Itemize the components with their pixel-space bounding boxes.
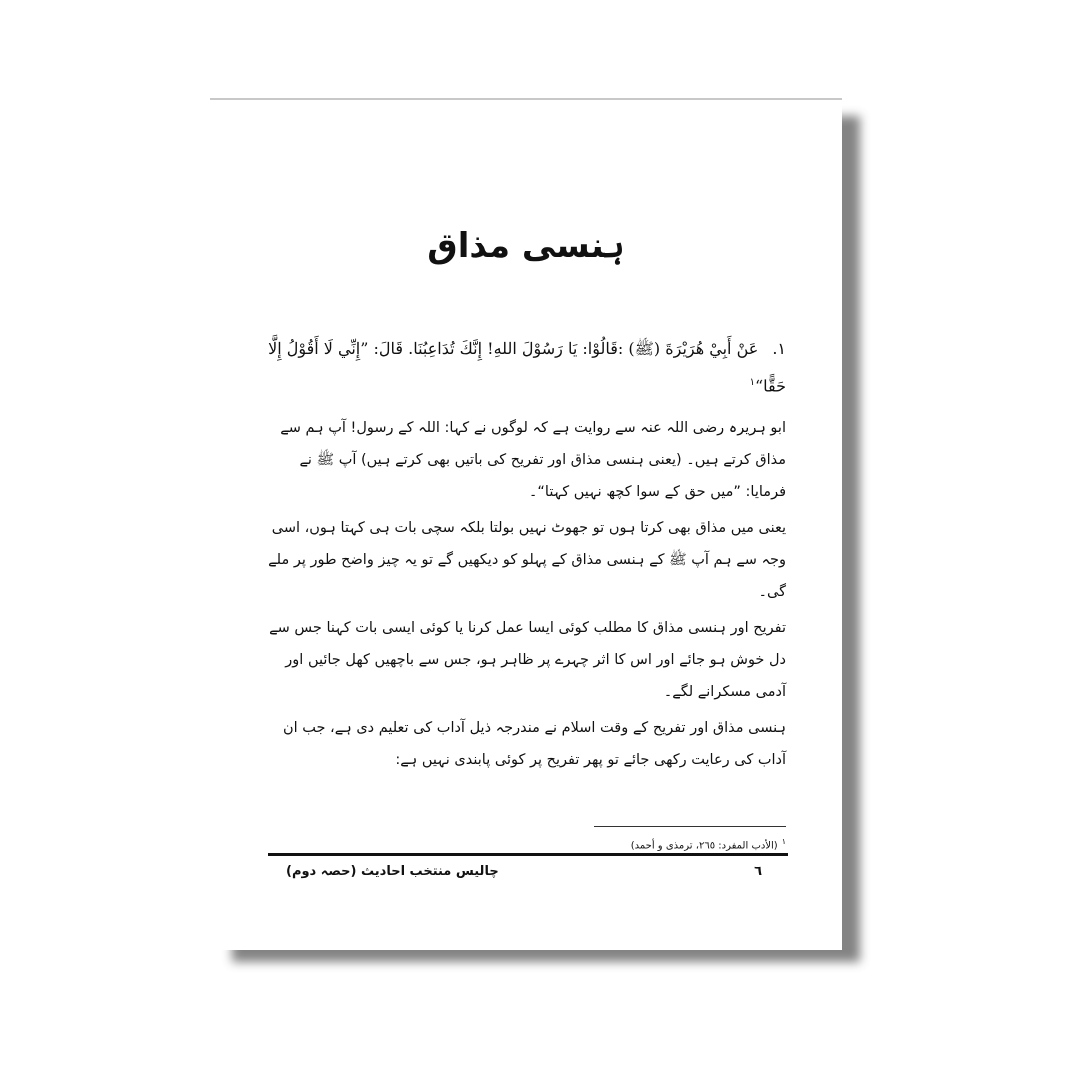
footnote bbox=[540, 834, 786, 854]
paragraph-definition: تفریح اور ہنسی مذاق کا مطلب کوئی ایسا عمل کرنا یا کوئی ایسی بات کہنا جس سے دل خوش ہو جائے اور اس کا اثر چہرے پر ظاہر ہو، جس سے باچھیں کھل جائیں اور آدمی مسکرانے لگے۔ bbox=[269, 620, 786, 700]
hadith-arabic: عَنْ أَبِيْ هُرَيْرَةَ (ﷺ) :قَالُوْا: يَا رَسُوْلَ اللهِ! إِنَّكَ تُدَاعِبُنَا. قَالَ: ”إِنِّي لَا أَقُوْلُ إِلَّا حَقًّا“ bbox=[268, 339, 786, 396]
paragraph-etiquette: ہنسی مذاق اور تفریح کے وقت اسلام نے مندرجہ ذیل آداب کی تعلیم دی ہے، جب ان آداب کی رعایت رکھی جائے تو پھر تفریح پر کوئی پابندی نہیں ہے: bbox=[282, 720, 786, 768]
footnote-mark: ١ bbox=[781, 837, 786, 846]
paragraph-translation: ابو ہریرہ رضی اللہ عنہ سے روایت ہے کہ لوگوں نے کہا: اللہ کے رسول! آپ ہم سے مذاق کرتے ہیں۔ (یعنی ہنسی مذاق اور تفریح کی باتیں بھی کرتے ہیں) آپ ﷺ نے فرمایا: ”میں حق کے سوا کچھ نہیں کہتا“۔ bbox=[280, 420, 786, 500]
footnote-rule bbox=[594, 826, 786, 827]
hadith-arabic-text bbox=[268, 332, 786, 403]
paragraph-explanation: یعنی میں مذاق بھی کرتا ہوں تو جھوٹ نہیں بولتا بلکہ سچی بات ہی کہتا ہوں، اسی وجہ سے ہم آپ ﷺ کے ہنسی مذاق کے پہلو کو دیکھیں گے تو یہ چیز واضح طور پر ملے گی۔ bbox=[268, 520, 786, 600]
footnote-text: (الأدب المفرد: ٢٦٥، ترمذی و أحمد) bbox=[630, 840, 778, 852]
urdu-body-text bbox=[268, 412, 786, 780]
hadith-number: ١. bbox=[772, 339, 786, 358]
chapter-title: ہنسی مذاق bbox=[427, 226, 625, 266]
footer-rule bbox=[268, 853, 788, 856]
book-page bbox=[210, 100, 842, 950]
book-title: چالیس منتخب احادیث (حصہ دوم) bbox=[286, 864, 499, 879]
page-number: ٦ bbox=[754, 864, 762, 879]
hadith-footnote-ref: ١ bbox=[749, 377, 755, 388]
